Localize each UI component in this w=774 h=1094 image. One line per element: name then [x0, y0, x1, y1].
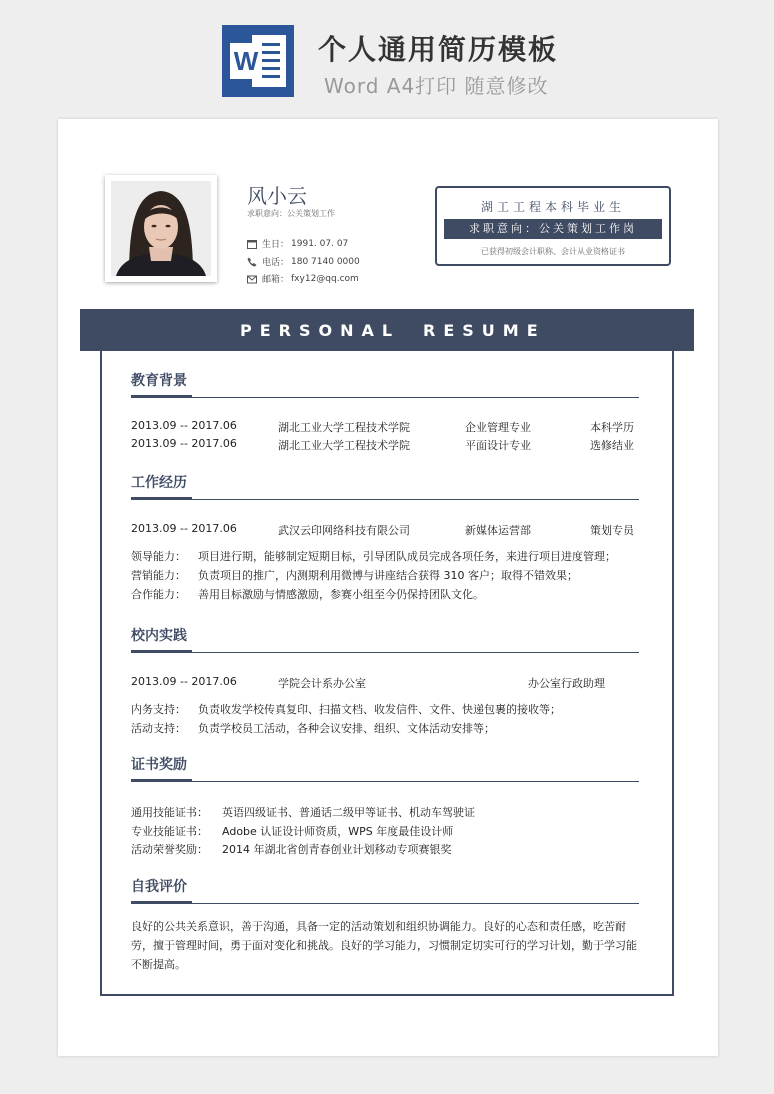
word-icon-letter: W — [233, 46, 259, 76]
certs-title: 证书奖励 — [131, 757, 187, 773]
work-item-text: 负责项目的推广，内测期利用微博与讲座结合获得 310 客户；取得不错效果； — [198, 569, 578, 582]
edu-degree: 本科学历 — [590, 421, 634, 434]
card-note: 已获得初级会计职称、会计从业资格证书 — [481, 247, 625, 256]
work-company: 武汉云印网络科技有限公司 — [278, 524, 410, 537]
card-intent: 求职意向：公关策划工作岗 — [444, 219, 662, 239]
word-document-icon — [222, 25, 294, 97]
phone-row — [247, 255, 360, 268]
work-item-text: 善用目标激励与情感激励，参赛小组至今仍保持团队文化。 — [198, 588, 484, 601]
cert-label: 通用技能证书： — [131, 806, 208, 819]
work-item-label: 领导能力： — [131, 550, 186, 563]
edu-major: 企业管理专业 — [465, 421, 531, 434]
summary-card — [435, 186, 671, 266]
campus-org: 学院会计系办公室 — [278, 677, 366, 690]
card-school: 湖工工程本科毕业生 — [480, 200, 625, 214]
self-title: 自我评价 — [131, 879, 187, 895]
cert-label: 活动荣誉奖励： — [131, 843, 208, 856]
work-item-label: 合作能力： — [131, 588, 186, 601]
profile-photo — [105, 175, 217, 282]
campus-item-text: 负责收发学校传真复印、扫描文档、收发信件、文件、快递包裹的接收等； — [198, 703, 561, 716]
work-divider — [131, 499, 639, 500]
campus-date: 2013.09 -- 2017.06 — [131, 675, 237, 688]
email-icon — [247, 274, 257, 284]
education-title: 教育背景 — [131, 373, 187, 389]
education-divider — [131, 397, 639, 398]
cert-text: 英语四级证书、普通话二级甲等证书、机动车驾驶证 — [222, 806, 475, 819]
campus-role: 办公室行政助理 — [528, 677, 605, 690]
email-label: 邮箱： — [262, 275, 290, 285]
self-divider — [131, 903, 639, 904]
work-item-text: 项目进行期，能够制定短期目标，引导团队成员完成各项任务，来进行项目进度管理； — [198, 550, 616, 563]
calendar-icon — [247, 239, 257, 249]
email-value: fxy12@qq.com — [291, 273, 359, 284]
cert-text: 2014 年湖北省创青春创业计划移动专项赛银奖 — [222, 843, 452, 856]
birth-row — [247, 237, 348, 250]
edu-degree: 选修结业 — [590, 439, 634, 452]
campus-item-label: 内务支持： — [131, 703, 186, 716]
edu-date: 2013.09 -- 2017.06 — [131, 437, 237, 450]
certs-divider — [131, 781, 639, 782]
work-dept: 新媒体运营部 — [465, 524, 531, 537]
work-date: 2013.09 -- 2017.06 — [131, 522, 237, 535]
phone-icon — [247, 257, 257, 267]
page-subtitle: Word A4打印 随意修改 — [324, 74, 549, 98]
self-evaluation-text: 良好的公共关系意识，善于沟通，具备一定的活动策划和组织协调能力。良好的心态和责任感，吃苦耐劳，擅于管理时间，勇于面对变化和挑战。良好的学习能力，习惯制定切实可行的学习计划，勤于学习能不断提高。 — [131, 920, 637, 971]
edu-school: 湖北工业大学工程技术学院 — [278, 439, 410, 452]
birth-value: 1991. 07. 07 — [291, 238, 349, 249]
phone-label: 电话： — [262, 258, 290, 268]
edu-school: 湖北工业大学工程技术学院 — [278, 421, 410, 434]
campus-item-text: 负责学校员工活动，各种会议安排、组织、文体活动安排等； — [198, 722, 495, 735]
work-role: 策划专员 — [590, 524, 634, 537]
phone-value: 180 7140 0000 — [291, 256, 360, 267]
banner-right-text: RESUME — [423, 321, 546, 340]
work-title: 工作经历 — [131, 475, 187, 491]
cert-text: Adobe 认证设计师资质，WPS 年度最佳设计师 — [222, 825, 454, 838]
page-title: 个人通用简历模板 — [318, 33, 559, 66]
job-intent: 求职意向：公关策划工作 — [247, 209, 335, 218]
work-item-label: 营销能力： — [131, 569, 186, 582]
banner-left-text: PERSONAL — [240, 321, 401, 340]
edu-major: 平面设计专业 — [465, 439, 531, 452]
birth-label: 生日： — [262, 240, 290, 250]
campus-divider — [131, 652, 639, 653]
cert-label: 专业技能证书： — [131, 825, 208, 838]
candidate-name: 风小云 — [247, 184, 307, 208]
email-row — [247, 272, 359, 285]
edu-date: 2013.09 -- 2017.06 — [131, 419, 237, 432]
campus-title: 校内实践 — [131, 628, 187, 644]
campus-item-label: 活动支持： — [131, 722, 186, 735]
